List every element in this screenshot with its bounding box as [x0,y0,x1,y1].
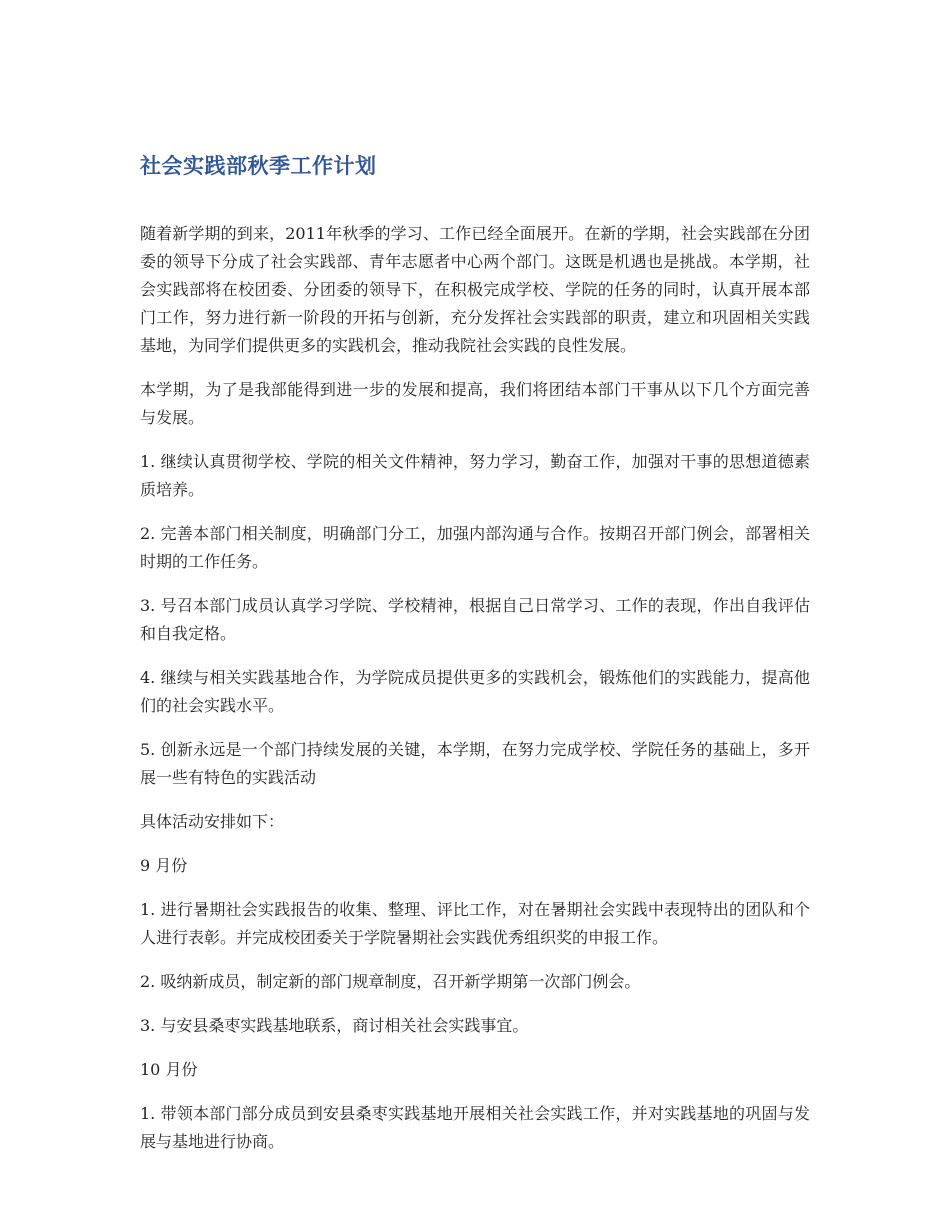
paragraph-goal-5: 5. 创新永远是一个部门持续发展的关键，本学期，在努力完成学校、学院任务的基础上，多开展一些有特色的实践活动 [140,740,810,787]
document-body [140,220,810,1172]
paragraph-schedule-intro: 具体活动安排如下： [140,812,285,831]
heading-september: 9 月份 [140,856,188,875]
paragraph-goal-1: 1. 继续认真贯彻学校、学院的相关文件精神，努力学习，勤奋工作，加强对干事的思想道德素质培养。 [140,452,810,499]
paragraph-goal-3: 3. 号召本部门成员认真学习学院、学校精神，根据自己日常学习、工作的表现，作出自我评估和自我定格。 [140,596,810,643]
paragraph-september-2: 2. 吸纳新成员，制定新的部门规章制度，召开新学期第一次部门例会。 [140,972,641,991]
paragraph-september-3: 3. 与安县桑枣实践基地联系，商讨相关社会实践事宜。 [140,1016,529,1035]
paragraph-intro: 随着新学期的到来，2011年秋季的学习、工作已经全面展开。在新的学期，社会实践部在分团委的领导下分成了社会实践部、青年志愿者中心两个部门。这既是机遇也是挑战。本学期，社会实践部将在校团委、分团委的领导下，在积极完成学校、学院的任务的同时，认真开展本部门工作，努力进行新一阶段的开拓与创新，充分发挥社会实践部的职责，建立和巩固相关实践基地，为同学们提供更多的实践机会，推动我院社会实践的良性发展。 [140,224,810,355]
document-title: 社会实践部秋季工作计划 [140,154,377,178]
heading-october: 10 月份 [140,1060,198,1079]
paragraph-october-1: 1. 带领本部门部分成员到安县桑枣实践基地开展相关社会实践工作，并对实践基地的巩固与发展与基地进行协商。 [140,1104,810,1151]
paragraph-september-1: 1. 进行暑期社会实践报告的收集、整理、评比工作，对在暑期社会实践中表现特出的团队和个人进行表彰。并完成校团委关于学院暑期社会实践优秀组织奖的申报工作。 [140,900,810,947]
paragraph-goal-2: 2. 完善本部门相关制度，明确部门分工，加强内部沟通与合作。按期召开部门例会，部署相关时期的工作任务。 [140,524,810,571]
paragraph-goal-4: 4. 继续与相关实践基地合作，为学院成员提供更多的实践机会，锻炼他们的实践能力，提高他们的社会实践水平。 [140,668,810,715]
paragraph-goals: 本学期，为了是我部能得到进一步的发展和提高，我们将团结本部门干事从以下几个方面完善与发展。 [140,380,810,427]
